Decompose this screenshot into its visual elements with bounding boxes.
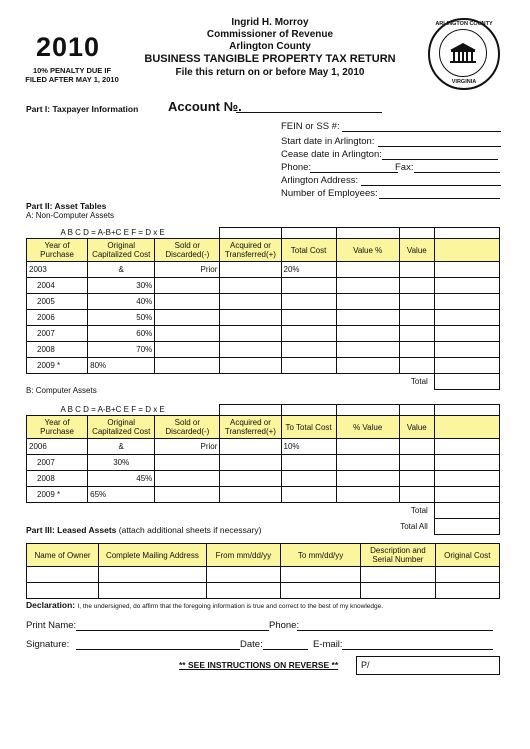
part1-heading: Part I: Taxpayer Information [26, 104, 139, 114]
col-total-header: To Total Cost [281, 416, 336, 439]
fein-field[interactable] [342, 131, 501, 132]
col-sold-header: Sold or Discarded(-) [155, 416, 220, 439]
table-row [27, 294, 500, 310]
col-pct-header: Value % [336, 239, 399, 262]
county-seal-icon [428, 18, 500, 90]
row-sold: Prior [155, 262, 220, 278]
signature-label: Signature: [26, 639, 70, 650]
fein-label: FEIN or SS #: [281, 121, 340, 132]
table-b-formula: A B C D = A-B+C E F = D x E [60, 405, 165, 415]
declaration-label: Declaration: [26, 600, 76, 610]
table-row [27, 567, 500, 583]
seal-top-text: ARLINGTON COUNTY [435, 21, 493, 27]
part2-heading: Part II: Asset Tables [26, 201, 107, 211]
due-date-note: File this return on or before May 1, 2010 [175, 67, 365, 78]
table-a-total-label: Total [410, 377, 428, 387]
fax-label: Fax: [395, 162, 414, 173]
col-acquired-header: Acquired or Transferred(+) [220, 416, 281, 439]
table-row [27, 455, 500, 471]
col-cost-header: Original Capitalized Cost [88, 416, 155, 439]
row-acquired-cell[interactable] [220, 262, 281, 278]
start-date-field[interactable] [378, 146, 501, 147]
cease-date-field[interactable] [382, 159, 498, 160]
col-owner-header: Name of Owner [27, 544, 99, 567]
row-year: 2006 [27, 310, 88, 326]
table-a-total-field[interactable] [434, 374, 499, 390]
row-cost: 30% [88, 455, 155, 471]
col-cost-header: Original Capitalized Cost [88, 239, 155, 262]
col-from-header: From mm/dd/yy [206, 544, 280, 567]
part3-heading-row [26, 525, 261, 535]
start-date-label: Start date in Arlington: [281, 136, 375, 147]
row-cost: 50% [88, 310, 155, 326]
decl-phone-label: Phone: [269, 620, 300, 631]
page-label: P/ [361, 660, 370, 670]
row-cost: 45% [88, 471, 155, 487]
official-title: Commissioner of Revenue [206, 29, 334, 40]
signature-field[interactable] [76, 649, 240, 650]
declaration-row [26, 600, 383, 610]
table-b-total-label: Total [410, 506, 428, 516]
penalty-line-2: FILED AFTER MAY 1, 2010 [25, 75, 119, 84]
table-row [27, 358, 500, 374]
print-name-field[interactable] [76, 630, 269, 631]
row-year: 2005 [27, 294, 88, 310]
table-row [27, 583, 500, 599]
account-label: Account №. [168, 99, 242, 114]
row-year: 2004 [27, 278, 88, 294]
row-cost: 60% [88, 326, 155, 342]
col-acquired-header: Acquired or Transferred(+) [220, 239, 281, 262]
col-to-header: To mm/dd/yy [281, 544, 361, 567]
employees-field[interactable] [379, 198, 500, 199]
fax-field[interactable] [414, 172, 500, 173]
col-description-header: Description and Serial Number [361, 544, 435, 567]
row-year: 2008 [27, 342, 88, 358]
table-b-total-all-field[interactable] [434, 519, 499, 535]
table-row [27, 439, 500, 455]
row-cost: 65% [88, 487, 155, 503]
date-field[interactable] [263, 649, 308, 650]
col-year-header: Year of Purchase [27, 416, 88, 439]
row-cost: 40% [88, 294, 155, 310]
address-field[interactable] [361, 185, 501, 186]
col-value-header: Value [399, 239, 434, 262]
col-sold-header: Sold or Discarded(-) [155, 239, 220, 262]
row-pct: 20% [281, 262, 336, 278]
leased-header-row [27, 544, 500, 567]
table-a-header-row [27, 239, 500, 262]
row-year: 2008 [27, 471, 88, 487]
table-row [27, 310, 500, 326]
part3-heading: Part III: Leased Assets [26, 525, 117, 535]
row-cost: & [88, 262, 155, 278]
table-row [27, 487, 500, 503]
table-row [27, 262, 500, 278]
employees-label: Number of Employees: [281, 188, 378, 199]
row-cost: 80% [88, 358, 155, 374]
tax-year: 2010 [36, 32, 101, 62]
row-year: 2007 [27, 326, 88, 342]
col-year-header: Year of Purchase [27, 239, 88, 262]
page-box [356, 656, 500, 675]
col-original-cost-header: Original Cost [435, 544, 499, 567]
table-a-formula: A B C D = A-B+C E F = D x E [60, 228, 165, 238]
leased-assets-table [26, 543, 500, 599]
table-row [27, 278, 500, 294]
row-year: 2003 [27, 262, 88, 278]
col-value-header: Value [399, 416, 434, 439]
table-a-title: A: Non-Computer Assets [26, 211, 115, 220]
form-title: BUSINESS TANGIBLE PROPERTY TAX RETURN [144, 53, 396, 65]
row-year: 2009 * [27, 358, 88, 374]
table-b-title: B: Computer Assets [26, 386, 97, 395]
date-label: Date: [240, 639, 263, 650]
row-year: 2007 [27, 455, 88, 471]
account-number-field[interactable] [236, 112, 382, 113]
row-cost: 30% [88, 278, 155, 294]
row-year: 2006 [27, 439, 88, 455]
print-name-label: Print Name: [26, 620, 77, 631]
table-row [27, 471, 500, 487]
row-cost: 70% [88, 342, 155, 358]
table-row [27, 342, 500, 358]
row-sold: Prior [155, 439, 220, 455]
county-name: Arlington County [229, 41, 311, 52]
seal-bottom-text: VIRGINIA [451, 79, 477, 85]
col-pct-header: % Value [336, 416, 399, 439]
col-total-header: Total Cost [281, 239, 336, 262]
penalty-notice [24, 66, 120, 84]
email-field[interactable] [342, 649, 493, 650]
col-address-header: Complete Mailing Address [99, 544, 207, 567]
row-cost: & [88, 439, 155, 455]
instructions-note: ** SEE INSTRUCTIONS ON REVERSE ** [179, 660, 339, 670]
table-b-total-field[interactable] [434, 503, 499, 519]
email-label: E-mail: [313, 639, 343, 650]
row-year: 2009 * [27, 487, 88, 503]
table-b-total-all-label: Total All [400, 522, 428, 531]
non-computer-assets-table [26, 227, 500, 390]
official-name: Ingrid H. Morroy [231, 17, 309, 28]
row-pct: 10% [281, 439, 336, 455]
phone-label: Phone: [281, 162, 312, 173]
penalty-line-1: 10% PENALTY DUE IF [32, 66, 112, 75]
cease-date-label: Cease date in Arlington: [281, 149, 382, 160]
table-b-header-row [27, 416, 500, 439]
table-row [27, 326, 500, 342]
computer-assets-table [26, 404, 500, 535]
decl-phone-field[interactable] [297, 630, 493, 631]
part3-note: (attach additional sheets if necessary) [118, 525, 262, 535]
address-label: Arlington Address: [281, 175, 359, 186]
declaration-text: I, the undersigned, do affirm that the foregoing information is true and correct to the best of my knowledge. [77, 603, 384, 610]
phone-field[interactable] [310, 172, 398, 173]
